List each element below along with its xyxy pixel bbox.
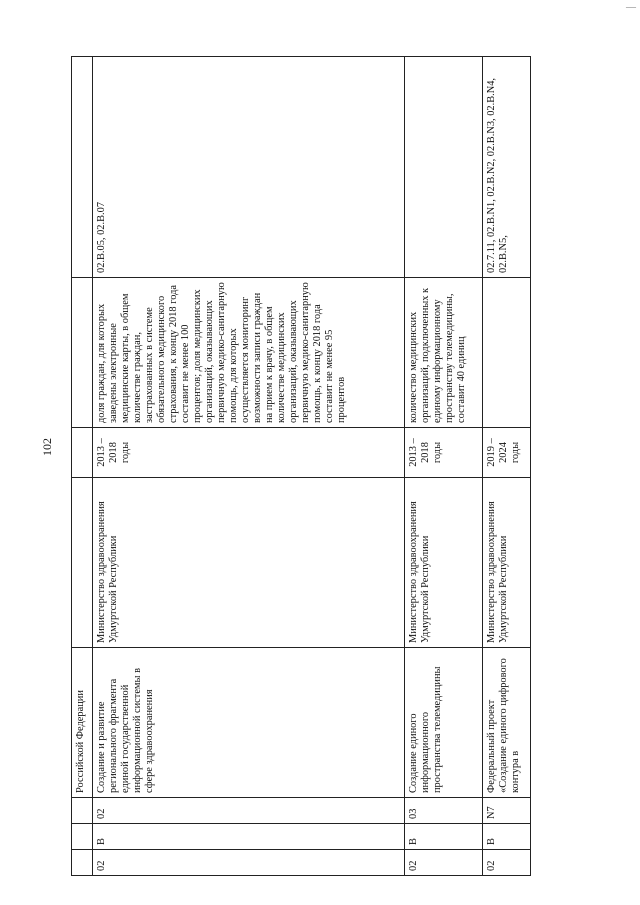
cell-years: 2013 – 2018 годы xyxy=(93,428,405,478)
cell-code-3: 02 xyxy=(93,798,405,824)
cell-measure-name: Федеральный проект «Создание единого цифрового контура в xyxy=(483,648,531,798)
cell-organization: Министерство здравоохранения Удмуртской Республики xyxy=(405,478,483,648)
program-table xyxy=(71,56,531,876)
cell-indicator: количество медицинских организаций, подключенных к единому информационному пространству телемедицины, составит 40 единиц xyxy=(405,278,483,428)
cell-years: 2013 – 2018 годы xyxy=(405,428,483,478)
cell-code-3: 03 xyxy=(405,798,483,824)
cell-organization: Министерство здравоохранения Удмуртской Республики xyxy=(93,478,405,648)
table-cell xyxy=(72,478,93,648)
cell-code-1: 02 xyxy=(483,850,531,876)
table-row xyxy=(483,57,531,876)
scan-mark: — xyxy=(626,2,636,13)
table-row-continued xyxy=(72,57,93,876)
cell-link xyxy=(405,57,483,278)
table-cell-name: Российской Федерации xyxy=(72,648,93,798)
cell-code-3: N7 xyxy=(483,798,531,824)
table-cell xyxy=(72,428,93,478)
table-cell xyxy=(72,57,93,278)
cell-code-2: В xyxy=(93,824,405,850)
page-number: 102 xyxy=(40,438,54,456)
cell-years: 2019 – 2024 годы xyxy=(483,428,531,478)
cell-code-2: В xyxy=(405,824,483,850)
cell-link: 02.В.05, 02.В.07 xyxy=(93,57,405,278)
cell-indicator: доля граждан, для которых заведены электронные медицинские карты, в общем количестве граждан, застрахованных в системе обязательного медицинского страхования, к концу 2018 года составит не менее 100 процентов; доля медицинских организаций, оказывающих первичную медико-санитарную помощь, для которых осуществляется мониторинг возможности записи граждан на прием к врачу, в общем количестве медицинских организаций, оказывающих первичную медико-санитарную помощь, к концу 2018 года составит не менее 95 процентов xyxy=(93,278,405,428)
cell-organization: Министерство здравоохранения Удмуртской Республики xyxy=(483,478,531,648)
cell-code-2: В xyxy=(483,824,531,850)
table-cell xyxy=(72,278,93,428)
cell-measure-name: Создание и развитие регионального фрагмента единой государственной информационной системы в сфере здравоохранения xyxy=(93,648,405,798)
table-cell xyxy=(72,798,93,824)
table-cell xyxy=(72,824,93,850)
cell-link: 02.7.11, 02.В.N1, 02.В.N2, 02.В.N3, 02.В.N4, 02.В.N5, xyxy=(483,57,531,278)
table-cell xyxy=(72,850,93,876)
table-row xyxy=(93,57,405,876)
cell-indicator xyxy=(483,278,531,428)
cell-measure-name: Создание единого информационного пространства телемедицины xyxy=(405,648,483,798)
rotated-table xyxy=(71,56,531,876)
cell-code-1: 02 xyxy=(93,850,405,876)
cell-code-1: 02 xyxy=(405,850,483,876)
table-row xyxy=(405,57,483,876)
